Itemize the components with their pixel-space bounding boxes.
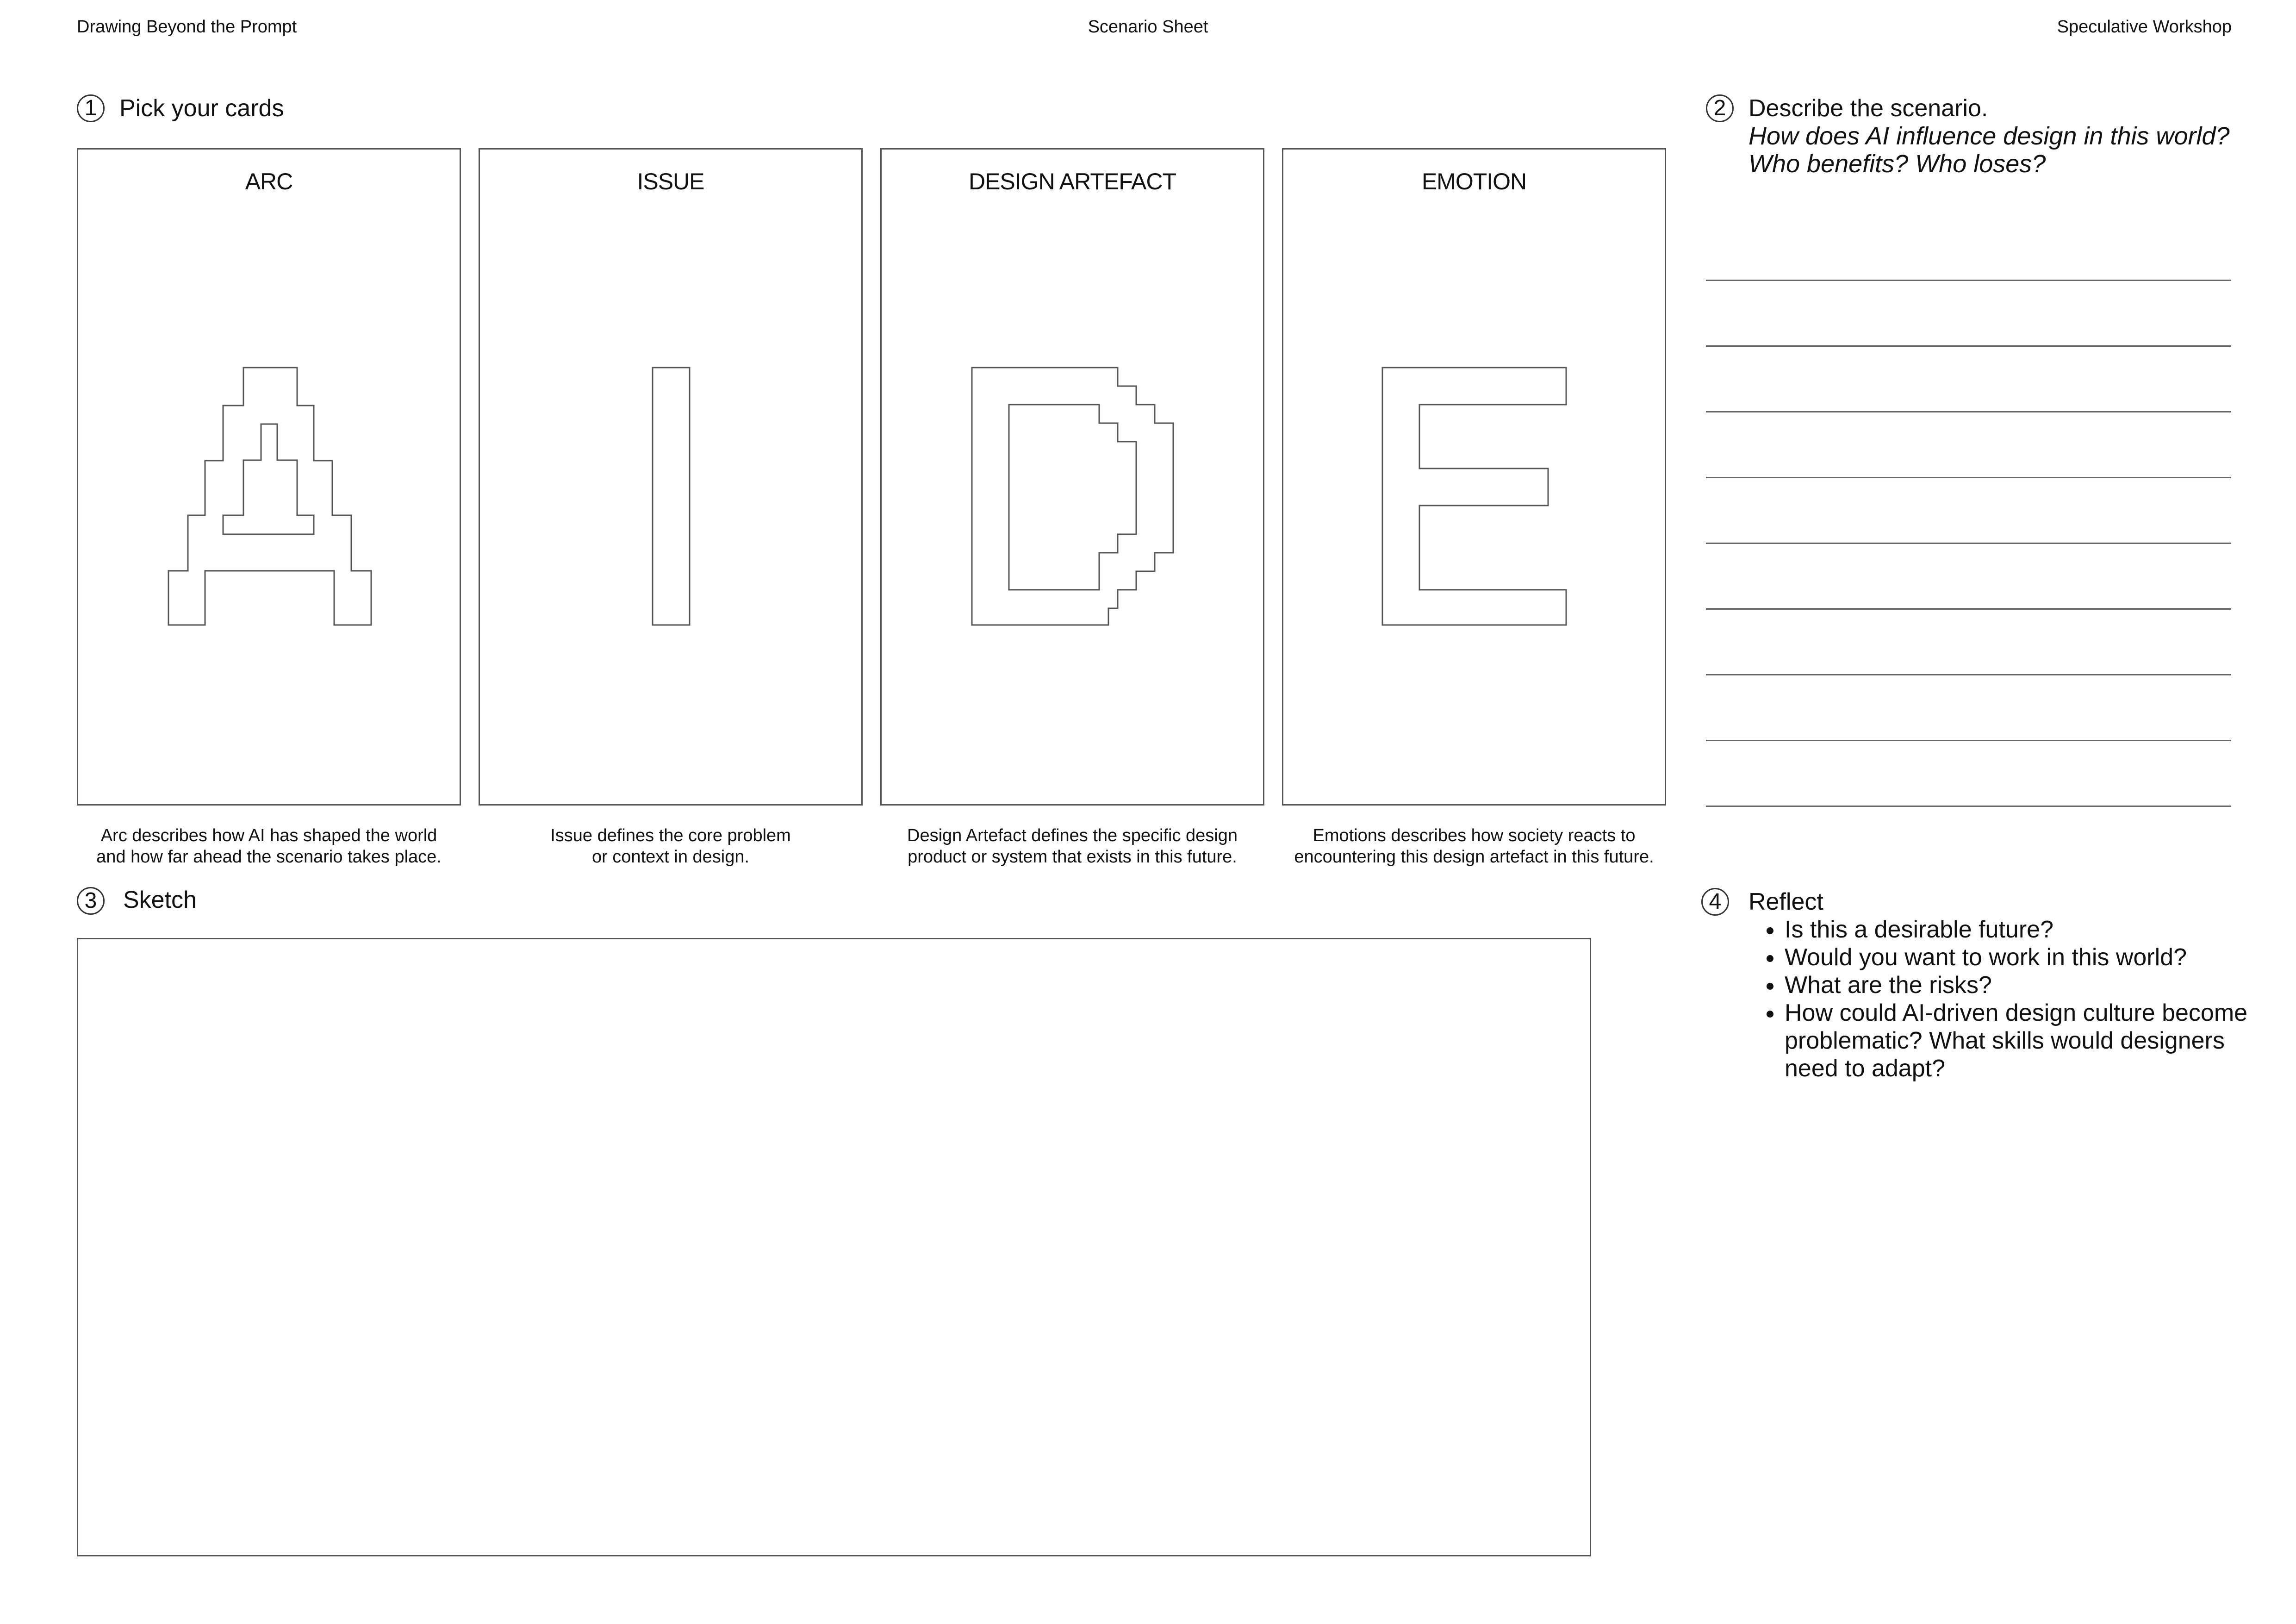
reflect-item: • What are the risks?	[1784, 971, 2274, 999]
reflect-list	[1749, 916, 2274, 1082]
step-3-number: 3	[77, 887, 105, 915]
writing-line	[1706, 280, 2231, 281]
header-left-title: Drawing Beyond the Prompt	[77, 17, 297, 37]
letter-d-glyph	[882, 150, 1263, 804]
sketch-area[interactable]	[77, 938, 1591, 1556]
card-design-artefact-description: Design Artefact defines the specific design product or system that exists in this future.	[907, 826, 1238, 867]
card-arc[interactable]	[77, 148, 461, 806]
writing-line	[1706, 411, 2231, 412]
card-emotion-title: EMOTION	[1421, 169, 1527, 194]
step-1-number: 1	[77, 94, 105, 122]
writing-line	[1706, 608, 2231, 610]
card-emotion-description: Emotions describes how society reacts to encountering this design artefact in this future.	[1294, 826, 1654, 867]
header-right-title: Speculative Workshop	[2057, 17, 2232, 37]
step-3-title: Sketch	[123, 887, 197, 913]
step-1-title: Pick your cards	[119, 95, 284, 122]
card-emotion[interactable]	[1282, 148, 1666, 806]
reflect-item: • How could AI-driven design culture become problematic? What skills would designers need to adapt?	[1784, 999, 2274, 1082]
letter-i-glyph	[480, 150, 861, 804]
writing-line	[1706, 477, 2231, 478]
writing-line	[1706, 543, 2231, 544]
writing-line	[1706, 674, 2231, 675]
card-arc-description: Arc describes how AI has shaped the world and how far ahead the scenario takes place.	[96, 826, 442, 867]
card-design-artefact-title: DESIGN ARTEFACT	[968, 169, 1176, 194]
card-design-artefact[interactable]	[880, 148, 1264, 806]
letter-a-glyph	[78, 150, 460, 804]
step-4-title: Reflect	[1748, 888, 1823, 915]
card-issue-description: Issue defines the core problem or context in design.	[550, 826, 791, 867]
step-2-number: 2	[1706, 94, 1734, 122]
card-issue-title: ISSUE	[637, 169, 704, 194]
step-2-prompt: How does AI influence design in this world? Who benefits? Who loses?	[1748, 122, 2230, 178]
reflect-item: • Is this a desirable future?	[1784, 916, 2274, 943]
card-issue[interactable]	[479, 148, 863, 806]
step-2-title: Describe the scenario.	[1748, 95, 1988, 122]
writing-line	[1706, 345, 2231, 347]
header-center-title: Scenario Sheet	[1088, 17, 1208, 37]
letter-e-glyph	[1283, 150, 1665, 804]
card-arc-title: ARC	[245, 169, 293, 194]
reflect-item: • Would you want to work in this world?	[1784, 943, 2274, 971]
writing-line	[1706, 806, 2231, 807]
step-4-number: 4	[1701, 888, 1729, 916]
writing-line	[1706, 740, 2231, 741]
